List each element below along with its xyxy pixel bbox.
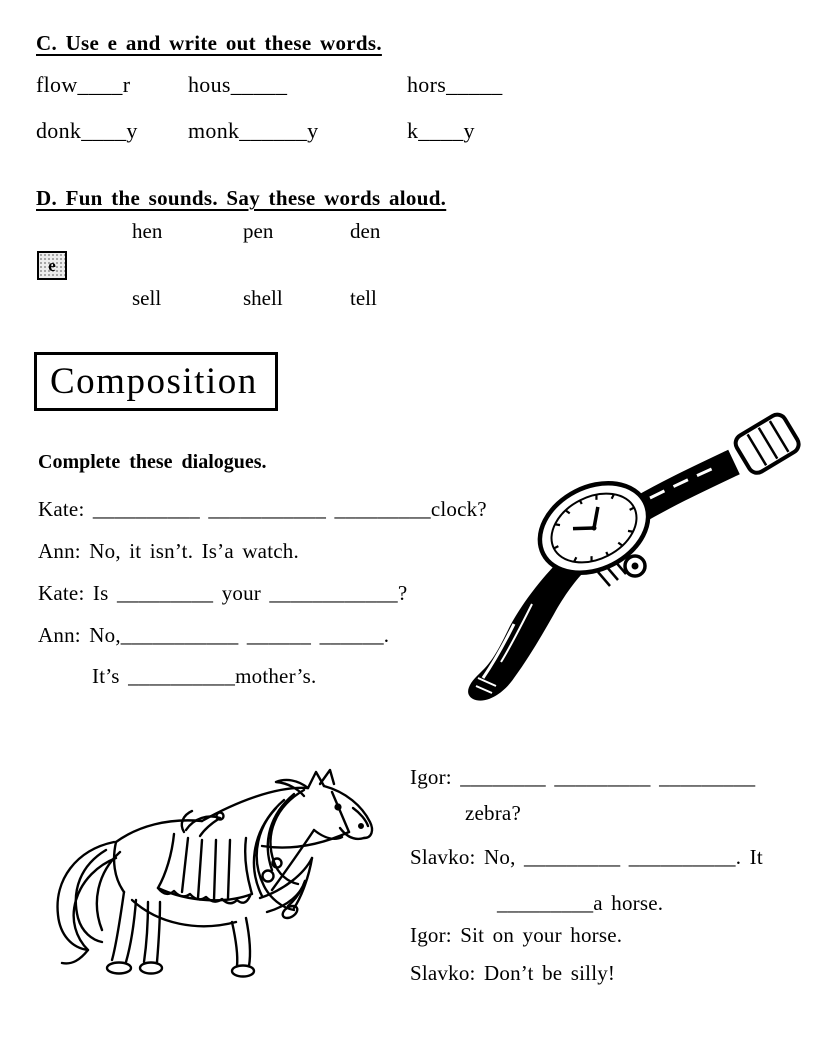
word-blank-flower: flow____r (36, 72, 131, 97)
dialogue2-line-2: zebra? (465, 801, 521, 825)
section-d-heading: D. Fun the sounds. Say these words aloud. (36, 186, 447, 210)
dialogue2-line-3: Slavko: No, _________ __________. It (410, 845, 763, 869)
dialogue2-line-1: Igor: ________ _________ _________ (410, 765, 756, 789)
word-blank-donkey: donk____y (36, 118, 138, 143)
dialogue2-line-5: Igor: Sit on your horse. (410, 923, 623, 947)
composition-instruction: Complete these dialogues. (38, 451, 267, 473)
dialogue1-line-2: Ann: No, it isn’t. Is’a watch. (38, 539, 299, 563)
section-c-heading: C. Use e and write out these words. (36, 31, 382, 55)
word-blank-house: hous_____ (188, 72, 288, 97)
horse-illustration (36, 750, 396, 992)
wristwatch-illustration (452, 410, 816, 712)
dialogue2-line-4: _________a horse. (497, 891, 664, 915)
word-blank-horse: hors_____ (407, 72, 503, 97)
phonics-word-shell: shell (243, 286, 283, 310)
word-blank-monkey: monk______y (188, 118, 319, 143)
dialogue1-line-3: Kate: Is _________ your ____________? (38, 581, 408, 605)
phonics-word-pen: pen (243, 219, 274, 243)
dialogue2-line-6: Slavko: Don’t be silly! (410, 961, 616, 985)
phonics-word-hen: hen (132, 219, 163, 243)
composition-title-box (34, 352, 278, 411)
phonics-word-sell: sell (132, 286, 162, 310)
phonics-word-den: den (350, 219, 381, 243)
dialogue1-line-5: It’s __________mother’s. (92, 664, 317, 688)
dialogue1-line-1: Kate: __________ ___________ _________clock? (38, 497, 487, 521)
letter-e-box: e (37, 251, 67, 280)
composition-title: Composition (50, 361, 258, 402)
dialogue1-line-4: Ann: No,___________ ______ ______. (38, 623, 390, 647)
phonics-word-tell: tell (350, 286, 377, 310)
word-blank-key: k____y (407, 118, 475, 143)
